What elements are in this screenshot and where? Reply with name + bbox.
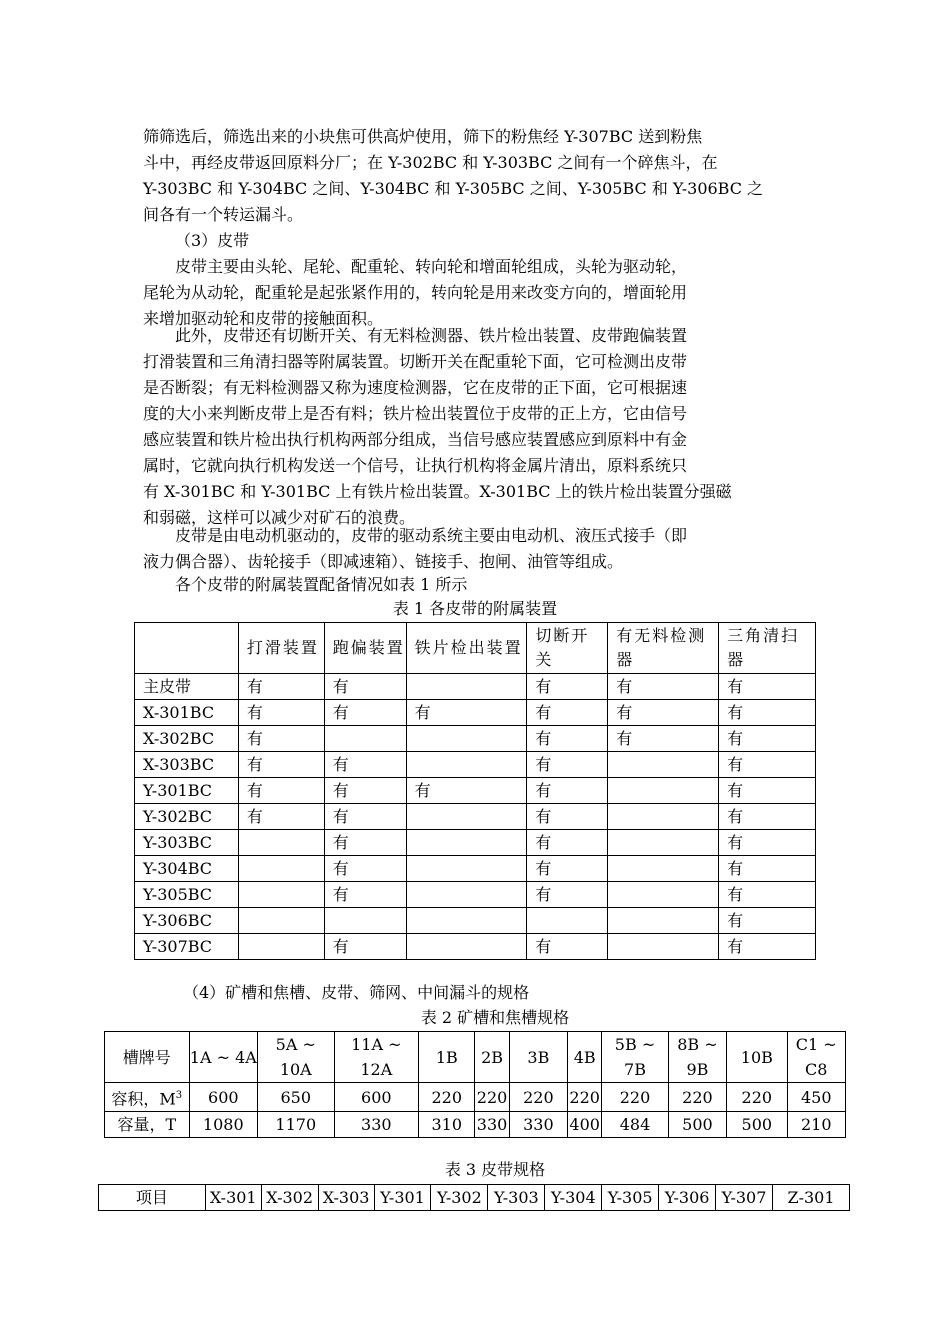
table-cell <box>324 908 406 934</box>
table-cell <box>608 934 719 960</box>
table-cell: 有 <box>527 804 608 830</box>
table-cell: 有 <box>527 674 608 700</box>
table-cell: 220 <box>419 1083 475 1112</box>
header-cell: Y-305 <box>602 1185 659 1211</box>
table-cell: 330 <box>475 1112 509 1138</box>
header-cell: 5B ~ 7B <box>602 1032 668 1083</box>
text-line: 尾轮为从动轮，配重轮是起张紧作用的，转向轮是用来改变方向的，增面轮用 <box>143 283 688 302</box>
table-cell: 1080 <box>189 1112 257 1138</box>
table-cell: 有 <box>324 882 406 908</box>
table-cell: 有 <box>719 856 816 882</box>
header-cell: 铁片检出装置 <box>406 623 527 674</box>
header-cell: 8B ~ 9B <box>668 1032 726 1083</box>
header-cell: 切断开关 <box>527 623 608 674</box>
text-line: 各个皮带的附属装置配备情况如表 1 所示 <box>175 575 468 594</box>
header-cell: 2B <box>475 1032 509 1083</box>
table-row <box>135 700 816 726</box>
table-cell <box>608 804 719 830</box>
table-cell: 有 <box>719 674 816 700</box>
text-line: 打滑装置和三角清扫器等附属装置。切断开关在配重轮下面，它可检测出皮带 <box>143 352 688 371</box>
table-cell: Y-302BC <box>135 804 239 830</box>
table-cell <box>238 934 324 960</box>
table-cell: 有 <box>719 700 816 726</box>
table-cell <box>238 856 324 882</box>
text-line: 皮带主要由头轮、尾轮、配重轮、转向轮和增面轮组成，头轮为驱动轮， <box>175 257 688 276</box>
text-line: 筛筛选后，筛选出来的小块焦可供高炉使用，筛下的粉焦经 Y-307BC 送到粉焦 <box>143 127 703 146</box>
belt-specs-table <box>98 1184 850 1211</box>
header-cell: 11A ~ 12A <box>334 1032 419 1083</box>
header-cell: 三角清扫器 <box>719 623 816 674</box>
table-cell: X-301BC <box>135 700 239 726</box>
header-cell: Y-307 <box>716 1185 773 1211</box>
table-cell: 500 <box>727 1112 787 1138</box>
table-cell <box>406 804 527 830</box>
table-row <box>135 934 816 960</box>
table-cell: 1170 <box>258 1112 335 1138</box>
table-cell: 有 <box>527 830 608 856</box>
table-cell: 有 <box>719 804 816 830</box>
table-row <box>135 856 816 882</box>
header-cell: 10B <box>727 1032 787 1083</box>
table-cell: 有 <box>719 830 816 856</box>
table-cell: 650 <box>258 1083 335 1112</box>
paragraph-belt-components <box>143 254 808 332</box>
table-row <box>135 830 816 856</box>
table-cell: 600 <box>334 1083 419 1112</box>
table-cell <box>608 908 719 934</box>
table-cell: 有 <box>324 934 406 960</box>
table-cell <box>324 726 406 752</box>
table-cell: 有 <box>324 804 406 830</box>
text-line: 皮带是由电动机驱动的，皮带的驱动系统主要由电动机、液压式接手（即 <box>175 526 688 545</box>
header-cell: 4B <box>568 1032 602 1083</box>
header-cell: Z-301 <box>772 1185 849 1211</box>
table-cell: 有 <box>238 778 324 804</box>
table-cell <box>238 908 324 934</box>
table-cell: 有 <box>324 778 406 804</box>
table-cell: Y-306BC <box>135 908 239 934</box>
table-cell: 310 <box>419 1112 475 1138</box>
header-cell: Y-302 <box>431 1185 488 1211</box>
header-cell: 1A ~ 4A <box>189 1032 257 1083</box>
table-cell <box>608 830 719 856</box>
header-cell: 打滑装置 <box>238 623 324 674</box>
table-cell: 有 <box>238 804 324 830</box>
table-row <box>135 752 816 778</box>
section-heading-belt <box>143 228 808 254</box>
table-cell: 330 <box>509 1112 567 1138</box>
header-cell <box>135 623 239 674</box>
table-cell: 有 <box>527 856 608 882</box>
text-line: 来增加驱动轮和皮带的接触面积。 <box>143 309 384 328</box>
table-cell: 450 <box>787 1083 845 1112</box>
table-cell: 有 <box>527 700 608 726</box>
table-cell: 有 <box>527 778 608 804</box>
text-line: 属时，它就向执行机构发送一个信号，让执行机构将金属片清出，原料系统只 <box>143 456 688 475</box>
table-cell: Y-307BC <box>135 934 239 960</box>
table1-caption: 表 1 各皮带的附属装置 <box>392 599 558 618</box>
header-cell: C1 ~ C8 <box>787 1032 845 1083</box>
table-cell: 有 <box>324 830 406 856</box>
header-cell: X-302 <box>261 1185 318 1211</box>
table-row <box>135 908 816 934</box>
table-cell: 有 <box>719 726 816 752</box>
table-row <box>135 778 816 804</box>
text-line: 间各有一个转运漏斗。 <box>143 205 304 224</box>
table-cell: Y-301BC <box>135 778 239 804</box>
text-line: 感应装置和铁片检出执行机构两部分组成，当信号感应装置感应到原料中有金 <box>143 430 688 449</box>
table-cell: Y-303BC <box>135 830 239 856</box>
table-cell: 有 <box>719 778 816 804</box>
header-cell: Y-303 <box>488 1185 545 1211</box>
table-cell: 600 <box>189 1083 257 1112</box>
table-cell: Y-304BC <box>135 856 239 882</box>
table-row <box>105 1083 846 1112</box>
table-cell: 220 <box>509 1083 567 1112</box>
table-cell: 484 <box>602 1112 668 1138</box>
table-header-row <box>135 623 816 674</box>
table-cell: 有 <box>719 882 816 908</box>
table-cell: 有 <box>527 752 608 778</box>
table-header-row <box>105 1032 846 1083</box>
table-cell <box>406 752 527 778</box>
table-cell <box>608 882 719 908</box>
table-cell: 220 <box>668 1083 726 1112</box>
table-cell <box>406 830 527 856</box>
header-cell: 5A ~ 10A <box>258 1032 335 1083</box>
paragraph-table-intro <box>143 572 808 598</box>
header-cell: Y-304 <box>545 1185 602 1211</box>
paragraph-belt-attachments <box>143 323 808 531</box>
paragraph-belt-drive <box>143 523 808 575</box>
table-cell: 有 <box>238 700 324 726</box>
table-cell <box>608 856 719 882</box>
table-cell <box>527 908 608 934</box>
text-line: 和弱磁，这样可以减少对矿石的浪费。 <box>143 508 416 527</box>
header-cell: 有无料检测器 <box>608 623 719 674</box>
table-cell <box>238 830 324 856</box>
table-row <box>105 1112 846 1138</box>
table-cell: 有 <box>324 752 406 778</box>
table-cell: X-303BC <box>135 752 239 778</box>
header-cell: 3B <box>509 1032 567 1083</box>
table-cell: 有 <box>406 778 527 804</box>
belt-attachments-table <box>134 622 816 960</box>
table-cell: 有 <box>608 674 719 700</box>
table-cell: X-302BC <box>135 726 239 752</box>
row-label <box>105 1083 190 1112</box>
text-line: 斗中，再经皮带返回原料分厂；在 Y-302BC 和 Y-303BC 之间有一个碎焦斗，在 <box>143 153 718 172</box>
section-heading-specs <box>143 980 808 1006</box>
text-line: 是否断裂；有无料检测器又称为速度检测器，它在皮带的正下面，它可根据速 <box>143 378 688 397</box>
header-cell: 槽牌号 <box>105 1032 190 1083</box>
table-row <box>135 882 816 908</box>
paragraph-screening <box>143 124 808 228</box>
bin-specs-table <box>104 1031 846 1138</box>
unit-superscript: 3 <box>175 1090 183 1101</box>
table-cell: 有 <box>406 700 527 726</box>
text-line: （3）皮带 <box>175 231 250 250</box>
table-row <box>135 674 816 700</box>
table-cell: 400 <box>568 1112 602 1138</box>
table-cell: 220 <box>602 1083 668 1112</box>
table-cell: 有 <box>324 856 406 882</box>
text-line: 度的大小来判断皮带上是否有料；铁片检出装置位于皮带的正上方，它由信号 <box>143 404 688 423</box>
table-cell <box>406 934 527 960</box>
table-cell <box>406 674 527 700</box>
table-cell: 500 <box>668 1112 726 1138</box>
table-cell <box>406 726 527 752</box>
table-cell: 有 <box>527 934 608 960</box>
text-line: （4）矿槽和焦槽、皮带、筛网、中间漏斗的规格 <box>183 983 530 1002</box>
table-cell: 330 <box>334 1112 419 1138</box>
header-cell: 1B <box>419 1032 475 1083</box>
header-cell: 项目 <box>99 1185 206 1211</box>
table-cell: 有 <box>324 674 406 700</box>
table-cell <box>238 882 324 908</box>
table-cell: 有 <box>238 674 324 700</box>
row-label-text: 容积，M <box>111 1089 176 1109</box>
table-cell: 220 <box>475 1083 509 1112</box>
table-cell: 有 <box>238 752 324 778</box>
header-cell: Y-306 <box>659 1185 716 1211</box>
row-label: 容量，T <box>105 1112 190 1138</box>
table-row <box>135 804 816 830</box>
text-line: 液力偶合器）、齿轮接手（即减速箱）、链接手、抱闸、油管等组成。 <box>143 552 624 571</box>
header-cell: 跑偏装置 <box>324 623 406 674</box>
table-cell <box>608 752 719 778</box>
table-cell: 220 <box>568 1083 602 1112</box>
text-line: Y-303BC 和 Y-304BC 之间、Y-304BC 和 Y-305BC 之间、Y-305BC 和 Y-306BC 之 <box>143 179 764 198</box>
table3-caption: 表 3 皮带规格 <box>444 1160 546 1179</box>
table-cell: 有 <box>719 908 816 934</box>
table-cell: Y-305BC <box>135 882 239 908</box>
table-header-row <box>99 1185 850 1211</box>
header-cell: X-303 <box>318 1185 374 1211</box>
table-cell <box>406 882 527 908</box>
text-line: 此外，皮带还有切断开关、有无料检测器、铁片检出装置、皮带跑偏装置 <box>175 326 688 345</box>
table-cell: 220 <box>727 1083 787 1112</box>
table-cell: 有 <box>719 752 816 778</box>
table-cell: 有 <box>719 934 816 960</box>
table-cell: 有 <box>608 700 719 726</box>
header-cell: Y-301 <box>374 1185 431 1211</box>
table-row <box>135 726 816 752</box>
table-cell: 有 <box>238 726 324 752</box>
table-cell <box>406 856 527 882</box>
table-cell <box>608 778 719 804</box>
table2-caption: 表 2 矿槽和焦槽规格 <box>420 1008 570 1027</box>
table-cell: 有 <box>527 882 608 908</box>
text-line: 有 X-301BC 和 Y-301BC 上有铁片检出装置。X-301BC 上的铁片检出装置分强磁 <box>143 482 732 501</box>
table-cell: 主皮带 <box>135 674 239 700</box>
table-cell: 有 <box>324 700 406 726</box>
table-cell <box>406 908 527 934</box>
table-cell: 有 <box>608 726 719 752</box>
table-cell: 210 <box>787 1112 845 1138</box>
header-cell: X-301 <box>205 1185 261 1211</box>
table-cell: 有 <box>527 726 608 752</box>
